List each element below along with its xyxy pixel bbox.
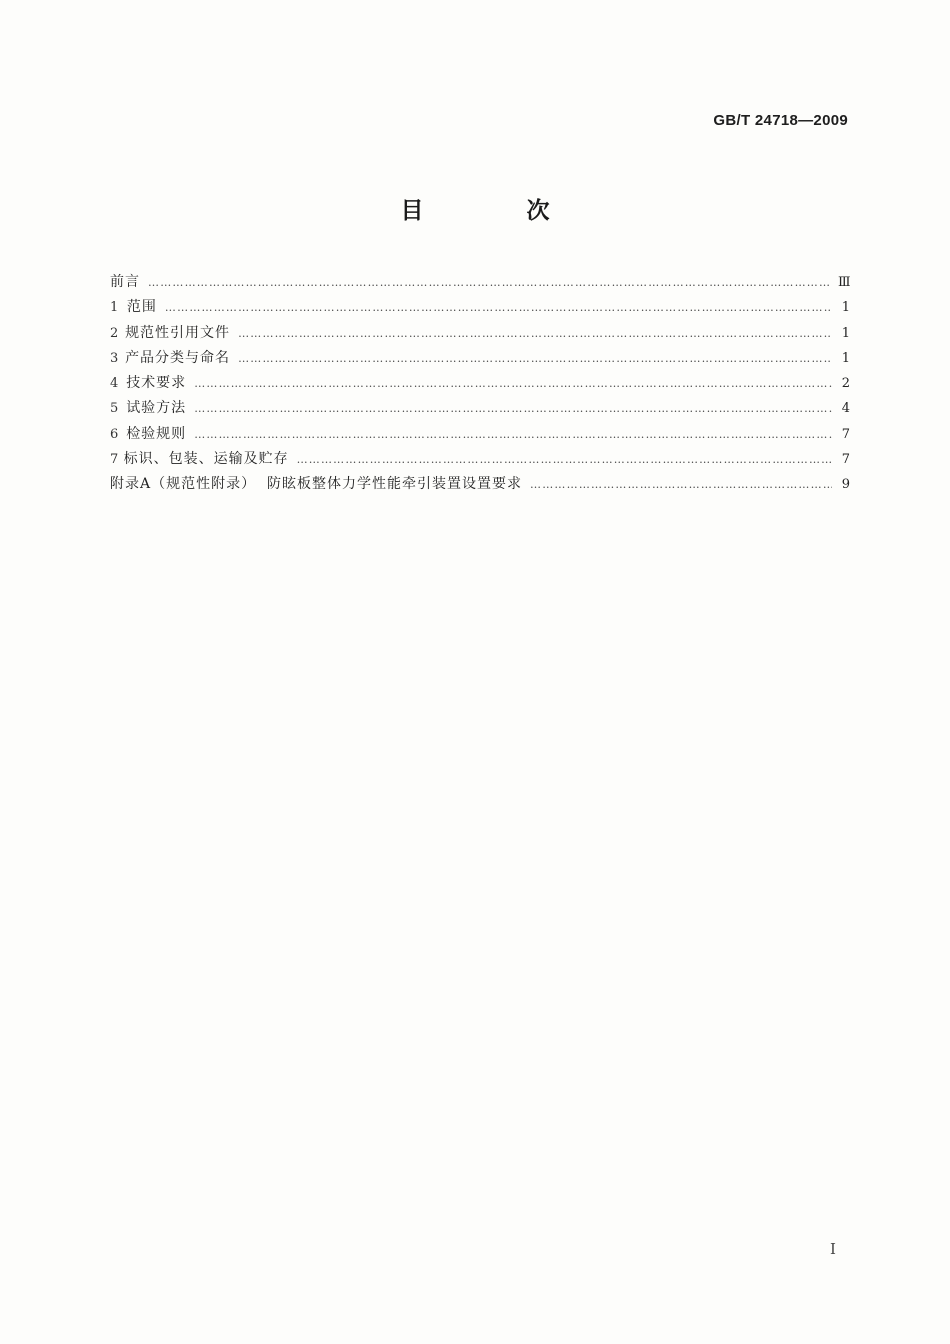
toc-entry-6[interactable] (110, 424, 850, 449)
toc-entry-number: 3 (110, 350, 119, 366)
page-number: Ⅰ (830, 1240, 836, 1258)
toc-entry-2[interactable] (110, 323, 850, 348)
toc-entry-label: 检验规则 (126, 425, 187, 442)
dot-leader (530, 475, 832, 495)
toc-entry-number: 6 (110, 426, 119, 442)
toc-entry-page: 1 (841, 300, 850, 316)
standard-code: GB/T 24718—2009 (713, 112, 848, 129)
toc-entry-number: 7 (110, 452, 119, 468)
toc-entry-label: 标识、包装、运输及贮存 (123, 451, 289, 468)
toc-entry-page: 7 (841, 426, 850, 442)
toc-entry-page: 1 (841, 325, 850, 341)
dot-leader (297, 450, 832, 470)
toc-title: 目 次 (400, 198, 590, 224)
toc-entry-appendix-a[interactable] (110, 474, 850, 499)
toc-entry-label: 前言 (110, 274, 140, 290)
toc-entry-label: 范围 (126, 299, 157, 316)
toc-entry-page: Ⅲ (838, 275, 851, 290)
toc-entry-label: 产品分类与命名 (125, 349, 231, 366)
toc-entry-preface[interactable] (110, 272, 850, 297)
toc-entry-page: 7 (841, 452, 850, 468)
dot-leader (148, 273, 832, 293)
dot-leader (194, 374, 832, 394)
toc-entry-number: 1 (110, 300, 119, 316)
toc-entry-page: 4 (841, 401, 850, 417)
toc-entry-label: 试验方法 (126, 400, 187, 417)
toc-entry-page: 9 (841, 477, 850, 493)
toc-entry-4[interactable] (110, 373, 850, 398)
toc-entry-7[interactable] (110, 449, 850, 474)
toc-entry-3[interactable] (110, 348, 850, 373)
dot-leader (194, 399, 832, 419)
toc-entry-number: 4 (110, 376, 119, 392)
toc-entry-number: 5 (110, 401, 119, 417)
toc-entry-page: 1 (841, 350, 850, 366)
dot-leader (165, 298, 832, 318)
toc-entry-page: 2 (841, 376, 850, 392)
toc-entry-5[interactable] (110, 398, 850, 423)
toc-entry-1[interactable] (110, 297, 850, 322)
table-of-contents (110, 272, 850, 500)
toc-entry-label: 规范性引用文件 (125, 324, 231, 341)
toc-entry-label: 附录A（规范性附录） 防眩板整体力学性能牵引装置设置要求 (110, 476, 523, 493)
dot-leader (194, 425, 832, 445)
toc-entry-label: 技术要求 (126, 375, 187, 392)
toc-entry-number: 2 (110, 325, 119, 341)
dot-leader (238, 324, 832, 344)
dot-leader (238, 349, 832, 369)
